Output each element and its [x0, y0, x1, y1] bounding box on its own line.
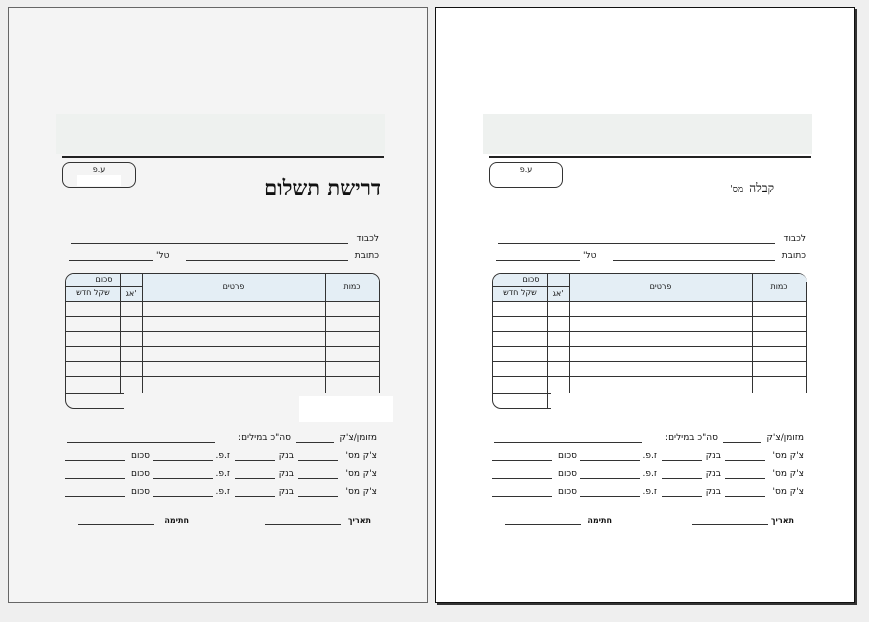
branch-field[interactable]: [153, 460, 213, 461]
amount-field[interactable]: [65, 478, 125, 479]
date-label: תאריך: [770, 516, 794, 525]
branch-field[interactable]: [153, 496, 213, 497]
amount-field[interactable]: [492, 478, 552, 479]
details-header: פרטים: [649, 282, 672, 291]
logo-area: [483, 114, 812, 154]
form-title: [730, 181, 774, 196]
bank-label: בנק: [278, 487, 294, 497]
address-label: כתובת: [781, 251, 806, 261]
form-title: דרישת תשלום: [264, 175, 381, 200]
to-field[interactable]: [498, 243, 775, 244]
receipt-form: [435, 7, 855, 603]
branch-label: ז.פ.: [215, 487, 230, 497]
shekel-header: שקל חדש: [503, 288, 537, 297]
cash-check-field[interactable]: [723, 442, 761, 443]
check-no-field[interactable]: [725, 496, 765, 497]
signature-label: חתימה: [164, 516, 189, 525]
phone-field[interactable]: [69, 260, 153, 261]
check-no-label: צ'ק מס': [772, 451, 804, 461]
header-rule: [489, 156, 811, 158]
bank-field[interactable]: [662, 460, 702, 461]
date-field[interactable]: [265, 524, 341, 525]
branch-field[interactable]: [580, 496, 640, 497]
address-field[interactable]: [613, 260, 775, 261]
branch-label: ז.פ.: [215, 451, 230, 461]
signature-label: חתימה: [587, 516, 612, 525]
bank-field[interactable]: [662, 478, 702, 479]
to-label: לכבוד: [356, 234, 379, 244]
total-words-label: סה"כ במילים:: [238, 433, 291, 443]
check-no-field[interactable]: [298, 460, 338, 461]
bank-field[interactable]: [662, 496, 702, 497]
check-no-label: צ'ק מס': [345, 469, 377, 479]
bank-field[interactable]: [235, 496, 275, 497]
amount-label: סכום: [557, 487, 577, 497]
branch-field[interactable]: [580, 460, 640, 461]
check-no-field[interactable]: [298, 496, 338, 497]
check-no-label: צ'ק מס': [345, 451, 377, 461]
amount-label: סכום: [557, 469, 577, 479]
signature-field[interactable]: [505, 524, 581, 525]
date-field[interactable]: [692, 524, 768, 525]
id-box-label: ע.פ: [92, 165, 106, 174]
phone-field[interactable]: [496, 260, 580, 261]
id-number-box[interactable]: [489, 162, 563, 188]
amount-label: סכום: [557, 451, 577, 461]
check-no-field[interactable]: [298, 478, 338, 479]
check-no-field[interactable]: [725, 460, 765, 461]
amount-label: סכום: [130, 487, 150, 497]
amount-label: סכום: [130, 469, 150, 479]
qty-header: כמות: [343, 282, 361, 291]
amount-field[interactable]: [492, 496, 552, 497]
signature-field[interactable]: [78, 524, 154, 525]
phone-label: טל': [156, 251, 170, 261]
receipt-number-label: מס': [730, 185, 744, 195]
phone-label: טל': [583, 251, 597, 261]
bank-label: בנק: [705, 469, 721, 479]
payment-demand-form: [8, 7, 428, 603]
header-rule: [62, 156, 384, 158]
address-field[interactable]: [186, 260, 348, 261]
branch-label: ז.פ.: [215, 469, 230, 479]
id-number-box[interactable]: [62, 162, 136, 188]
id-box-label: ע.פ: [519, 165, 533, 174]
check-no-label: צ'ק מס': [772, 487, 804, 497]
bank-label: בנק: [705, 451, 721, 461]
qty-header: כמות: [770, 282, 788, 291]
branch-field[interactable]: [580, 478, 640, 479]
branch-label: ז.פ.: [642, 451, 657, 461]
agorot-header: אג': [125, 289, 137, 298]
address-label: כתובת: [354, 251, 379, 261]
total-words-label: סה"כ במילים:: [665, 433, 718, 443]
logo-area: [56, 114, 385, 154]
branch-label: ז.פ.: [642, 487, 657, 497]
total-words-field[interactable]: [67, 442, 215, 443]
branch-label: ז.פ.: [642, 469, 657, 479]
branch-field[interactable]: [153, 478, 213, 479]
to-field[interactable]: [71, 243, 348, 244]
items-table: [65, 273, 380, 409]
cash-check-label: מזומן/צ'ק: [339, 433, 377, 443]
bank-label: בנק: [705, 487, 721, 497]
total-words-field[interactable]: [494, 442, 642, 443]
cash-check-label: מזומן/צ'ק: [766, 433, 804, 443]
sum-header: סכום: [522, 275, 540, 284]
bank-label: בנק: [278, 451, 294, 461]
agorot-header: אג': [552, 289, 564, 298]
cash-check-field[interactable]: [296, 442, 334, 443]
amount-label: סכום: [130, 451, 150, 461]
amount-field[interactable]: [492, 460, 552, 461]
amount-field[interactable]: [65, 496, 125, 497]
amount-field[interactable]: [65, 460, 125, 461]
check-no-field[interactable]: [725, 478, 765, 479]
bank-field[interactable]: [235, 460, 275, 461]
details-header: פרטים: [222, 282, 245, 291]
items-table: [492, 273, 807, 409]
date-label: תאריך: [347, 516, 371, 525]
bank-label: בנק: [278, 469, 294, 479]
sum-header: סכום: [95, 275, 113, 284]
to-label: לכבוד: [783, 234, 806, 244]
shekel-header: שקל חדש: [76, 288, 110, 297]
bank-field[interactable]: [235, 478, 275, 479]
check-no-label: צ'ק מס': [345, 487, 377, 497]
receipt-title: קבלה: [749, 181, 774, 195]
check-no-label: צ'ק מס': [772, 469, 804, 479]
